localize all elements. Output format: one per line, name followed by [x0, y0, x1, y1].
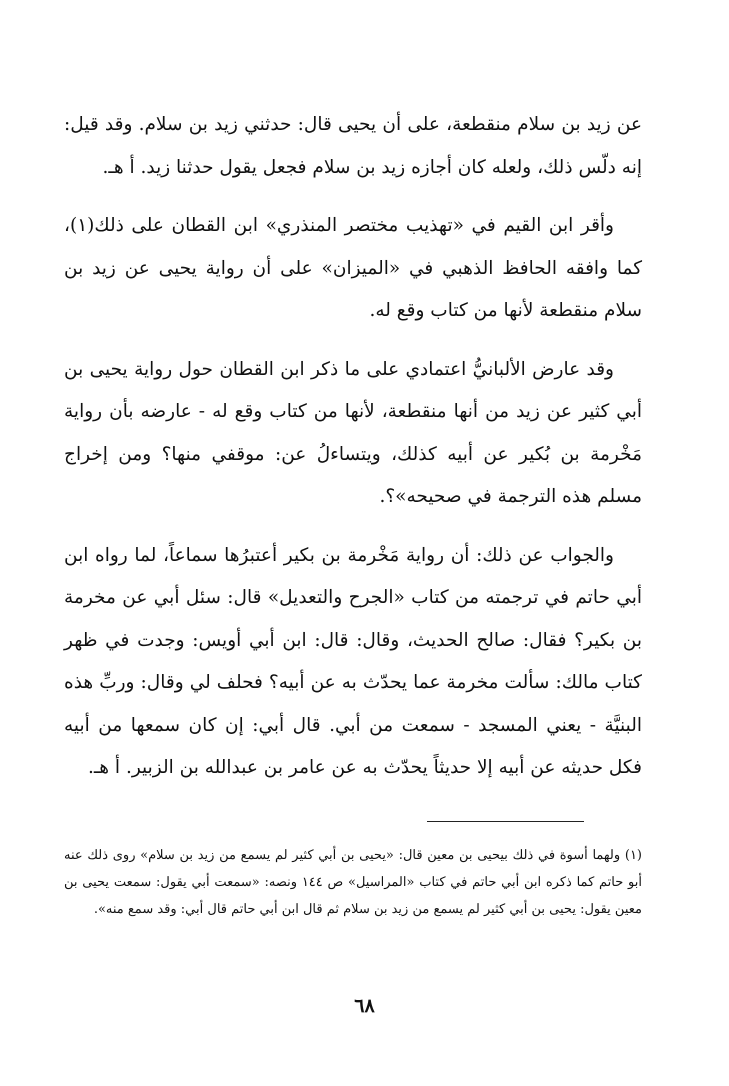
paragraph-2: وأقر ابن القيم في «تهذيب مختصر المنذري» ابن القطان على ذلك(١)، كما وافقه الحافظ الذهبي في «الميزان» على أن رواية يحيى عن زيد بن سلام منقطعة لأنها من كتاب وقع له. [64, 215, 642, 321]
footnote-1: (١) ولهما أسوة في ذلك بيحيى بن معين قال: «يحيى بن أبي كثير لم يسمع من زيد بن سلام» روى ذلك عنه أبو حاتم كما ذكره ابن أبي حاتم في كتاب «المراسيل» ص ١٤٤ ونصه: «سمعت أبي يقول: سمعت يحيى بن معين يقول: يحيى بن أبي كثير لم يسمع من زيد بن سلام ثم قال ابن أبي حاتم قال أبي: وقد سمع منه». [64, 848, 642, 917]
footnote-separator [427, 821, 584, 822]
main-text [64, 104, 642, 806]
page-number: ٦٨ [354, 995, 375, 1017]
paragraph-3: وقد عارض الألبانيُّ اعتمادي على ما ذكر ابن القطان حول رواية يحيى بن أبي كثير عن زيد من أنها منقطعة، لأنها من كتاب وقع له - عارضه بأن رواية مَخْرمة بن بُكير عن أبيه كذلك، ويتساءلُ عن: موقفي منها؟ ومن إخراج مسلم هذه الترجمة في صحيحه»؟. [64, 358, 642, 507]
paragraph-1: عن زيد بن سلام منقطعة، على أن يحيى قال: حدثني زيد بن سلام. وقد قيل: إنه دلّس ذلك، ولعله كان أجازه زيد بن سلام فجعل يقول حدثنا زيد. أ هـ. [64, 114, 642, 178]
paragraph-4: والجواب عن ذلك: أن رواية مَخْرمة بن بكير أعتبرُها سماعاً، لما رواه ابن أبي حاتم في ترجمته من كتاب «الجرح والتعديل» قال: سئل أبي عن مخرمة بن بكير؟ فقال: صالح الحديث، وقال: قال: ابن أبي أويس: وجدت في ظهر كتاب مالك: سألت مخرمة عما يحدّث به عن أبيه؟ فحلف لي وقال: وربِّ هذه البنيَّة - يعني المسجد - سمعت من أبي. قال أبي: إن كان سمعها من أبيه فكل حديثه عن أبيه إلا حديثاً يحدّث به عن عامر بن عبدالله بن الزبير. أ هـ. [64, 544, 642, 778]
footnotes [64, 842, 642, 923]
